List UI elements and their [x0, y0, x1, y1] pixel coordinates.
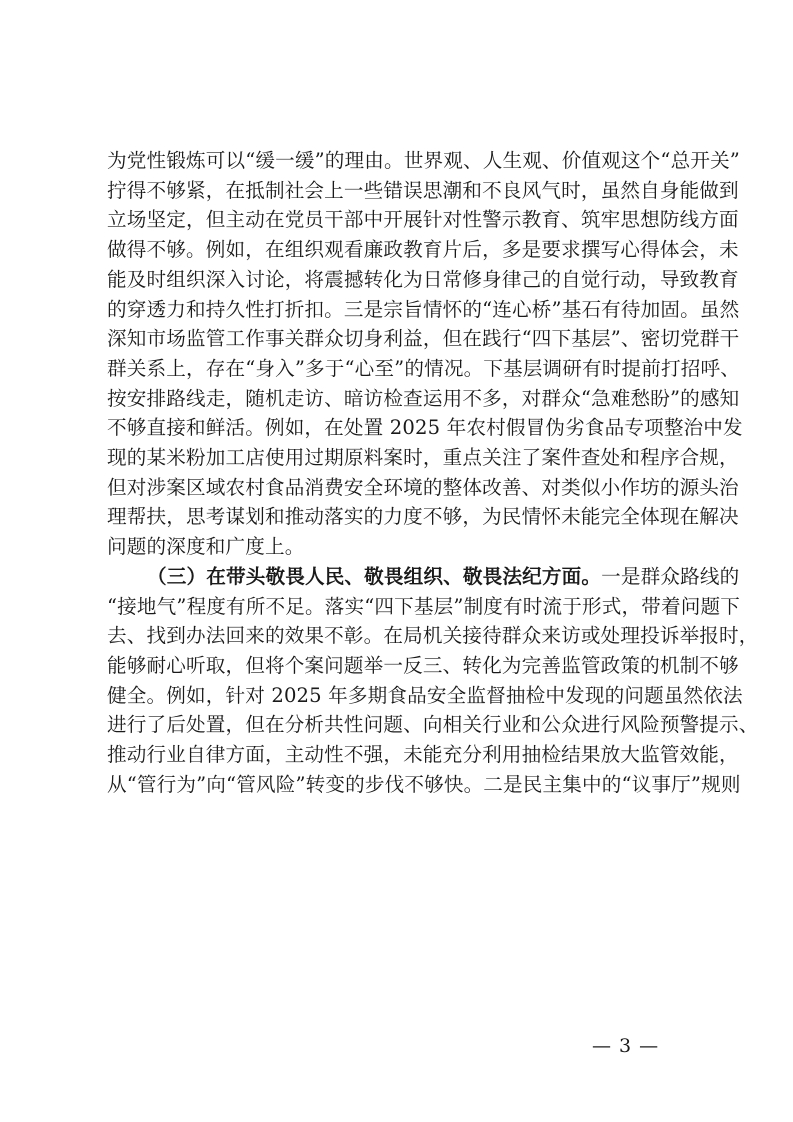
text-line: 从“管行为”向“管风险”转变的步伐不够快。二是民主集中的“议事厅”规则 — [107, 772, 741, 796]
text-line: 为党性锻炼可以“缓一缓”的理由。世界观、人生观、价值观这个“总开关” — [107, 149, 740, 172]
section-heading-line — [107, 562, 740, 592]
text-line: 现的某米粉加工店使用过期原料案时，重点关注了案件查处和程序合规， — [107, 446, 739, 470]
text-line: 能够耐心听取，但将个案问题举一反三、转化为完善监管政策的机制不够 — [107, 653, 739, 677]
text-line: 按安排路线走，随机走访、暗访检查运用不多，对群众“急难愁盼”的感知 — [107, 386, 740, 410]
text-line: 不够直接和鲜活。例如，在处置 2025 年农村假冒伪劣食品专项整治中发 — [107, 416, 743, 440]
page-number: — 3 — — [592, 1035, 660, 1057]
text-line: 的穿透力和持久性打折扣。三是宗旨情怀的“连心桥”基石有待加固。虽然 — [107, 297, 740, 321]
section-heading: （三）在带头敬畏人民、敬畏组织、敬畏法纪方面。 — [147, 564, 602, 588]
text-line: 做得不够。例如，在组织观看廉政教育片后，多是要求撰写心得体会，未 — [107, 238, 739, 262]
text-line: 进行了后处置，但在分析共性问题、向相关行业和公众进行风险预警提示、 — [107, 713, 759, 737]
paragraph-end-line: 问题的深度和广度上。 — [107, 535, 305, 559]
text-line: 健全。例如，针对 2025 年多期食品安全监督抽检中发现的问题虽然依法 — [107, 683, 743, 707]
text-line: “接地气”程度有所不足。落实“四下基层”制度有时流于形式，带着问题下 — [107, 594, 740, 618]
section-first-line-text: 一是群众路线的 — [601, 564, 740, 588]
body-text — [107, 146, 759, 799]
text-line: 能及时组织深入讨论，将震撼转化为日常修身律己的自觉行动，导致教育 — [107, 267, 739, 291]
text-line: 深知市场监管工作事关群众切身利益，但在践行“四下基层”、密切党群干 — [107, 327, 740, 351]
text-line: 理帮扶，思考谋划和推动落实的力度不够，为民情怀未能完全体现在解决 — [107, 505, 739, 529]
text-line: 但对涉案区域农村食品消费安全环境的整体改善、对类似小作坊的源头治 — [107, 475, 739, 499]
text-line: 拧得不够紧，在抵制社会上一些错误思潮和不良风气时，虽然自身能做到 — [107, 178, 739, 202]
text-line: 推动行业自律方面，主动性不强，未能充分利用抽检结果放大监管效能， — [107, 743, 739, 767]
text-line: 立场坚定，但主动在党员干部中开展针对性警示教育、筑牢思想防线方面 — [107, 208, 739, 232]
text-line: 群关系上，存在“身入”多于“心至”的情况。下基层调研有时提前打招呼、 — [107, 356, 740, 380]
text-line: 去、找到办法回来的效果不彰。在局机关接待群众来访或处理投诉举报时， — [107, 624, 759, 648]
